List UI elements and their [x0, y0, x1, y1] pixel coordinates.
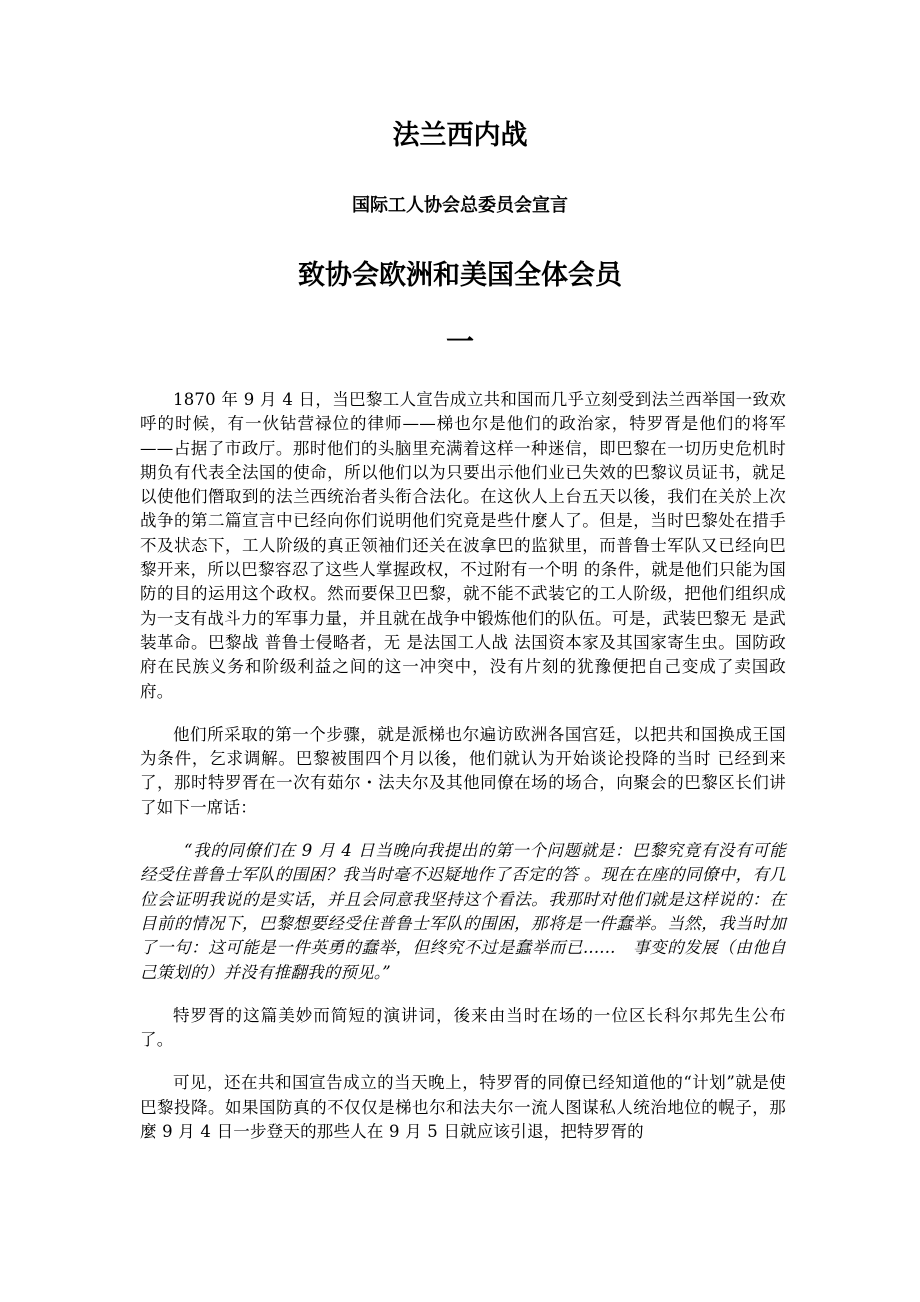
body-text: [140, 388, 786, 1144]
document-title: 法兰西内战: [392, 120, 528, 151]
quoted-paragraph: “我的同僚们在 9 月 4 日当晚向我提出的第一个问题就是：巴黎究竟有没有可能经受住普鲁士军队的围困？我当时毫不迟疑地作了否定的答 。现在在座的同僚中，有几位会证明我说的是实话，并且会同意我坚持这个看法。我那时对他们就是这样说的：在目前的情况下，巴黎想要经受住普鲁士军队的围困，那将是一件蠢举。当然，我当时加了一句：这可能是一件英勇的蠢举，但终究不过是蠢举而已...... 事变的发展（由他自己策划的）并没有推翻我的预见。”: [140, 841, 786, 982]
section-number: 一: [445, 325, 474, 358]
address-heading: 致协会欧洲和美国全体会员: [298, 260, 622, 291]
paragraph: 可见，还在共和国宣告成立的当天晚上，特罗胥的同僚已经知道他的“计划”就是使巴黎投降。如果国防真的不仅仅是梯也尔和法夫尔一流人图谋私人统治地位的幌子，那麼 9 月 4 日一步登天的那些人在 9 月 5 日就应该引退，把特罗胥的: [140, 1073, 786, 1142]
paragraph: 他们所采取的第一个步骤，就是派梯也尔遍访欧洲各国宫廷，以把共和国换成王国为条件，乞求调解。巴黎被围四个月以後，他们就认为开始谈论投降的当时 已经到来了，那时特罗胥在一次有茹尔・法夫尔及其他同僚在场的场合，向聚会的巴黎区长们讲了如下一席话：: [140, 724, 786, 817]
paragraph: 1870 年 9 月 4 日，当巴黎工人宣告成立共和国而几乎立刻受到法兰西举国一致欢呼的时候，有一伙钻营禄位的律师——梯也尔是他们的政治家，特罗胥是他们的将军——占据了市政厅。那时他们的头脑里充满着这样一种迷信，即巴黎在一切历史危机时期负有代表全法国的使命，所以他们以为只要出示他们业已失效的巴黎议员证书，就足以使他们僭取到的法兰西统治者头衔合法化。在这伙人上台五天以後，我们在关於上次战争的第二篇宣言中已经向你们说明他们究竟是些什麼人了。但是，当时巴黎处在措手不及状态下，工人阶级的真正领袖们还关在波拿巴的监狱里，而普鲁士军队又已经向巴黎开来，所以巴黎容忍了这些人掌握政权，不过附有一个明 的条件，就是他们只能为国防的目的运用这个政权。然而要保卫巴黎，就不能不武装它的工人阶级，把他们组织成为一支有战斗力的军事力量，并且就在战争中锻炼他们的队伍。可是，武装巴黎无 是武装革命。巴黎战 普鲁士侵略者，无 是法国工人战 法国资本家及其国家寄生虫。国防政府在民族义务和阶级利益之间的这一冲突中，没有片刻的犹豫便把自己变成了卖国政府。: [140, 390, 786, 701]
paragraph: 特罗胥的这篇美妙而简短的演讲词，後来由当时在场的一位区长科尔邦先生公布了。: [140, 1005, 786, 1050]
document-subtitle: 国际工人协会总委员会宣言: [352, 195, 568, 216]
